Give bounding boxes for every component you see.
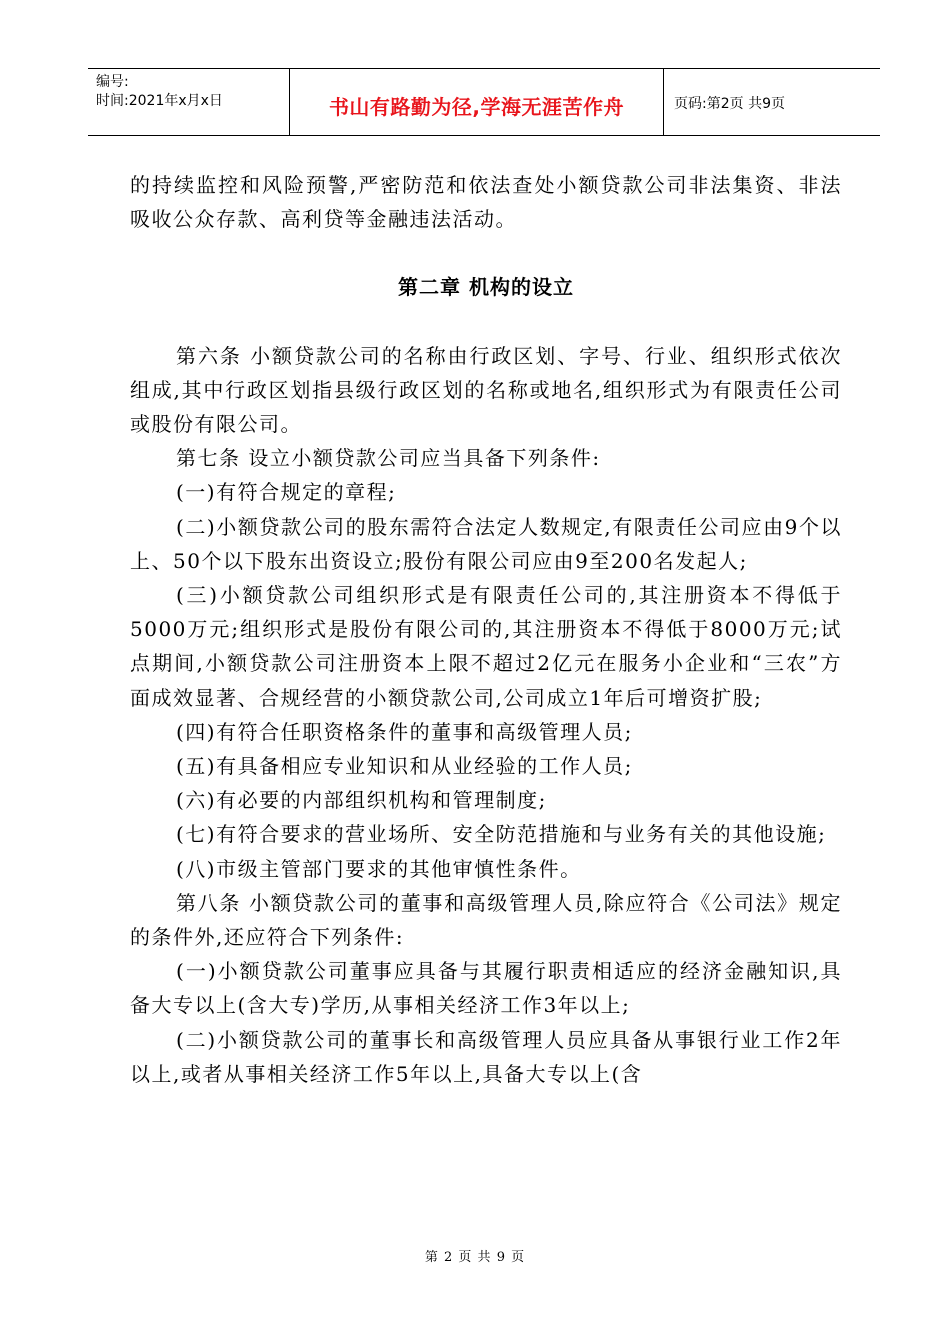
article-6: 第六条 小额贷款公司的名称由行政区划、字号、行业、组织形式依次组成,其中行政区划指县级行政区划的名称或地名,组织形式为有限责任公司或股份有限公司。: [130, 343, 842, 437]
header-motto: 书山有路勤为径,学海无涯苦作舟: [328, 95, 625, 119]
chapter-title: 第二章 机构的设立: [398, 275, 574, 300]
article-7-item-6: (六)有必要的内部组织机构和管理制度;: [176, 788, 547, 813]
article-7-item-4: (四)有符合任职资格条件的董事和高级管理人员;: [176, 719, 633, 744]
header-page-info: 页码:第2页 共9页: [674, 96, 785, 112]
article-7: 第七条 设立小额贷款公司应当具备下列条件:: [176, 446, 601, 471]
document-body: [130, 168, 842, 1091]
page-footer: 第 2 页 共 9 页: [424, 1250, 526, 1265]
article-8-item-1: (一)小额贷款公司董事应具备与其履行职责相适应的经济金融知识,具备大专以上(含大专)学历,从事相关经济工作3年以上;: [130, 959, 842, 1018]
article-7-item-8: (八)市级主管部门要求的其他审慎性条件。: [176, 856, 582, 881]
article-7-item-1: (一)有符合规定的章程;: [176, 480, 397, 505]
header-divider: [663, 69, 664, 135]
article-7-item-2: (二)小额贷款公司的股东需符合法定人数规定,有限责任公司应由9个以上、50个以下股东出资设立;股份有限公司应由9至200名发起人;: [130, 514, 842, 573]
article-7-item-3: (三)小额贷款公司组织形式是有限责任公司的,其注册资本不得低于5000万元;组织形式是股份有限公司的,其注册资本不得低于8000万元;试点期间,小额贷款公司注册资本上限不超过2亿元在服务小企业和“三农”方面成效显著、合规经营的小额贷款公司,公司成立1年后可增资扩股;: [130, 583, 842, 710]
article-8: 第八条 小额贷款公司的董事和高级管理人员,除应符合《公司法》规定的条件外,还应符合下列条件:: [130, 890, 842, 950]
document-time-label: 时间:2021年x月x日: [96, 93, 223, 109]
document-number-label: 编号:: [96, 74, 129, 90]
page-header: [88, 68, 880, 136]
article-8-item-2: (二)小额贷款公司的董事长和高级管理人员应具备从事银行业工作2年以上,或者从事相关经济工作5年以上,具备大专以上(含: [130, 1027, 842, 1086]
article-7-item-7: (七)有符合要求的营业场所、安全防范措施和与业务有关的其他设施;: [176, 822, 827, 847]
article-7-item-5: (五)有具备相应专业知识和从业经验的工作人员;: [176, 754, 633, 779]
header-meta: [96, 73, 223, 111]
paragraph: 的持续监控和风险预警,严密防范和依法查处小额贷款公司非法集资、非法吸收公众存款、高利贷等金融违法活动。: [130, 173, 842, 232]
